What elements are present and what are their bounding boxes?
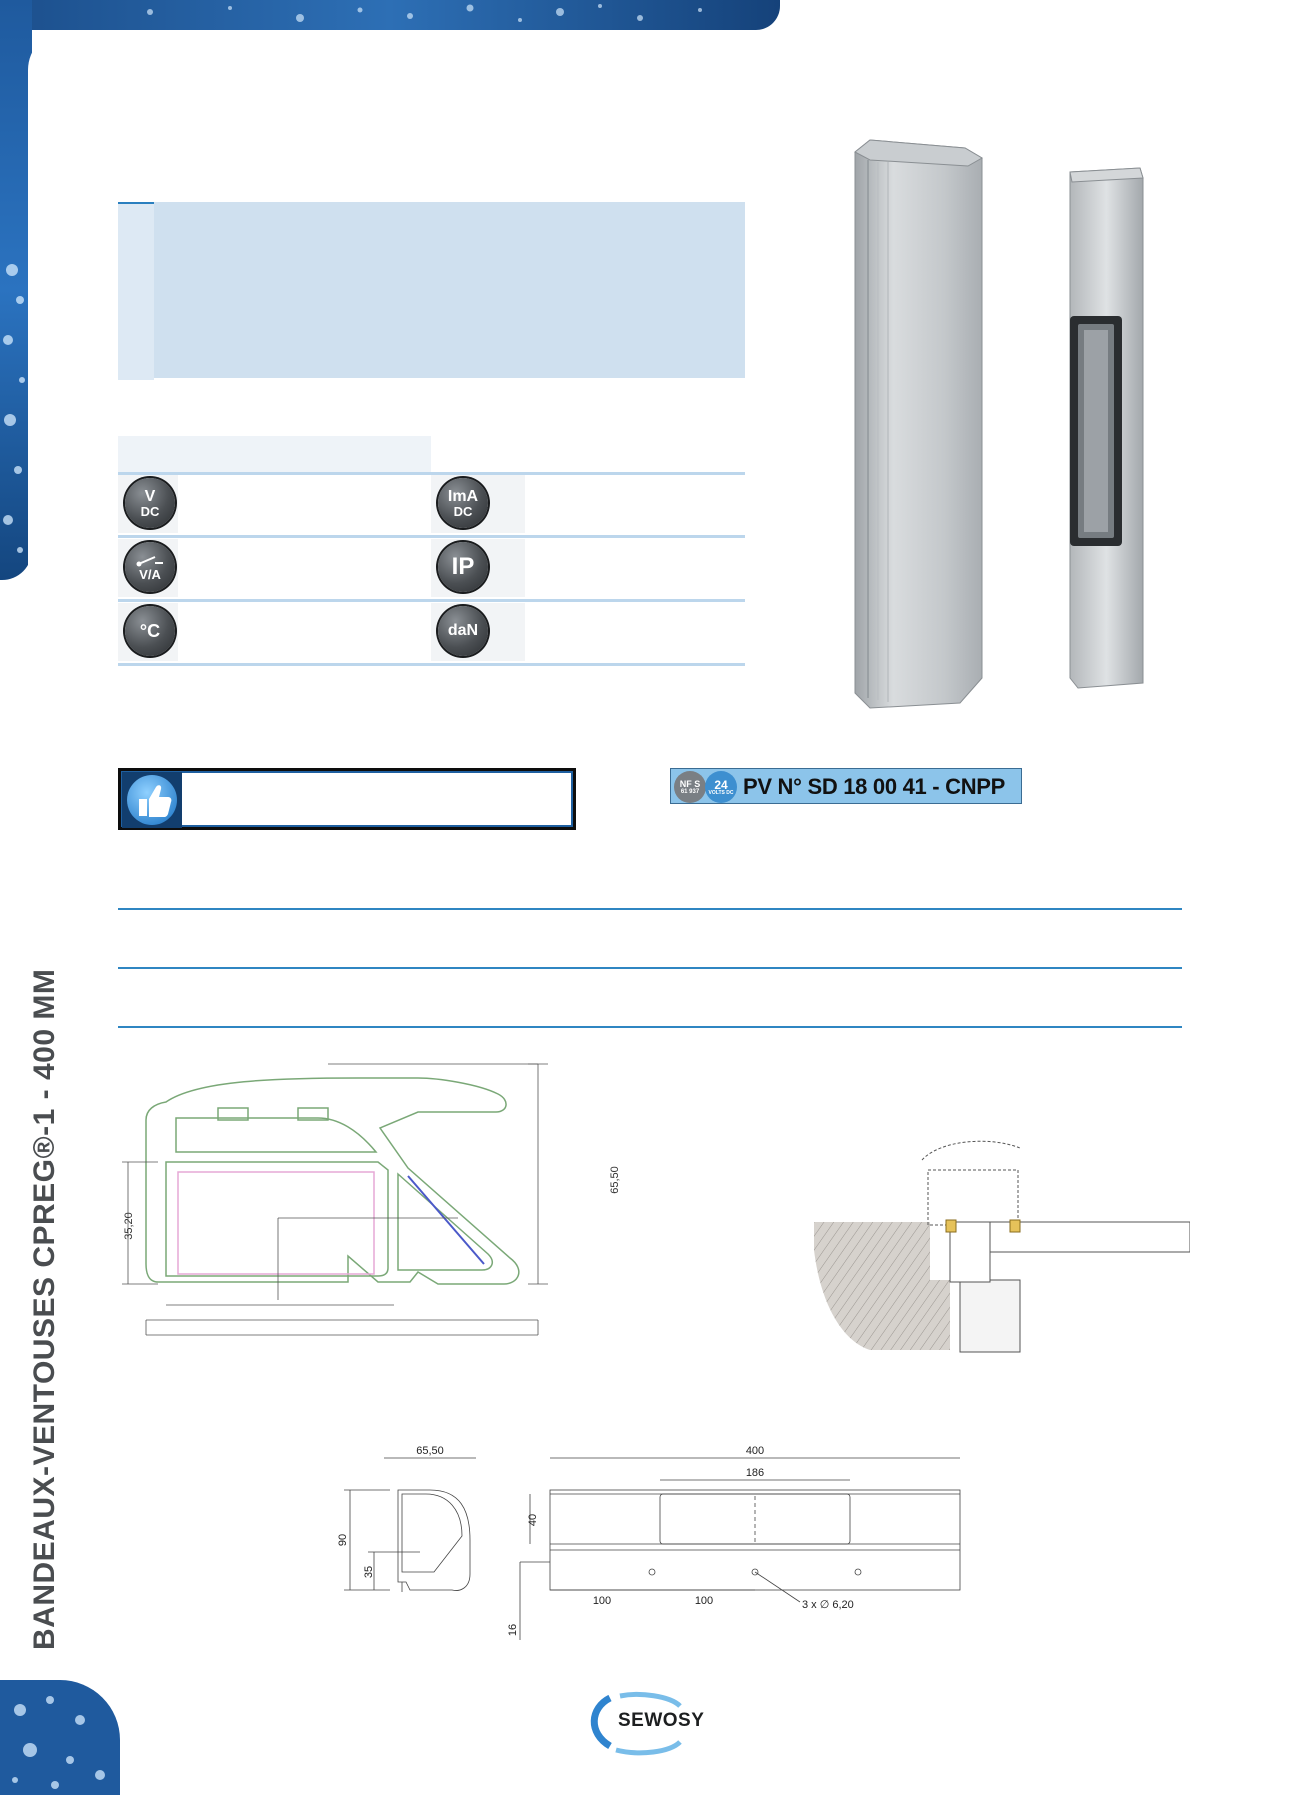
logo-text: SEWOSY	[618, 1710, 705, 1731]
specification-box	[118, 202, 745, 378]
sewosy-logo	[580, 1688, 730, 1758]
profile-cross-section-drawing	[118, 1050, 638, 1430]
spacing-2-label: 100	[694, 1595, 714, 1607]
section-rule	[118, 967, 1182, 969]
table-row-ip	[431, 539, 525, 597]
characteristics-table	[118, 436, 745, 670]
current-ma-dc-icon: ImA DC	[438, 478, 488, 528]
table-row-current	[431, 475, 525, 533]
table-row-temperature	[118, 603, 178, 661]
holes-label: 3 x ∅ 6,20	[802, 1599, 854, 1611]
nf-mark-icon: NF S 61 937	[674, 771, 706, 803]
table-header-left	[118, 436, 431, 472]
spacing-1-label: 100	[592, 1595, 612, 1607]
table-row-force	[431, 603, 525, 661]
vertical-page-title-text: BANDEAUX-VENTOUSES CPREG®-1 - 400 MM	[28, 968, 61, 1650]
offset-label: 16	[507, 1623, 519, 1637]
24v-dc-icon: 24 VOLTS DC	[705, 771, 737, 803]
certification-text: PV N° SD 18 00 41 - CNPP	[743, 774, 1006, 799]
section-inner-label: 35	[363, 1565, 375, 1579]
temperature-icon: °C	[125, 606, 175, 656]
section-rule	[118, 908, 1182, 910]
water-banner-bottom	[0, 1680, 120, 1795]
section-height-label: 90	[337, 1533, 349, 1547]
table-line	[118, 663, 745, 666]
product-photo	[840, 138, 1170, 718]
ip-rating-icon: IP	[438, 542, 488, 592]
dimension-height-label: 65,50	[609, 1166, 621, 1194]
advantage-box	[118, 768, 576, 830]
height-40-label: 40	[527, 1513, 539, 1527]
section-rule	[118, 1026, 1182, 1028]
thumbs-up-icon	[122, 772, 182, 828]
table-row-voltage	[118, 475, 178, 533]
table-row-contact	[118, 539, 178, 597]
table-line	[118, 535, 745, 538]
specification-box-tab	[118, 202, 154, 380]
section-width-label: 65,50	[416, 1445, 444, 1457]
contact-va-icon: V/A	[125, 542, 175, 592]
voltage-dc-icon: V DC	[125, 478, 175, 528]
force-dan-icon: daN	[438, 606, 488, 656]
technical-dimension-drawing	[330, 1440, 990, 1650]
water-banner-top	[0, 0, 780, 30]
dimension-inner-label: 35,20	[123, 1212, 135, 1240]
certification-badge	[670, 768, 1022, 804]
table-line	[118, 599, 745, 602]
installation-detail-drawing	[810, 1130, 1190, 1360]
window-label: 186	[745, 1467, 765, 1479]
length-label: 400	[745, 1445, 765, 1457]
